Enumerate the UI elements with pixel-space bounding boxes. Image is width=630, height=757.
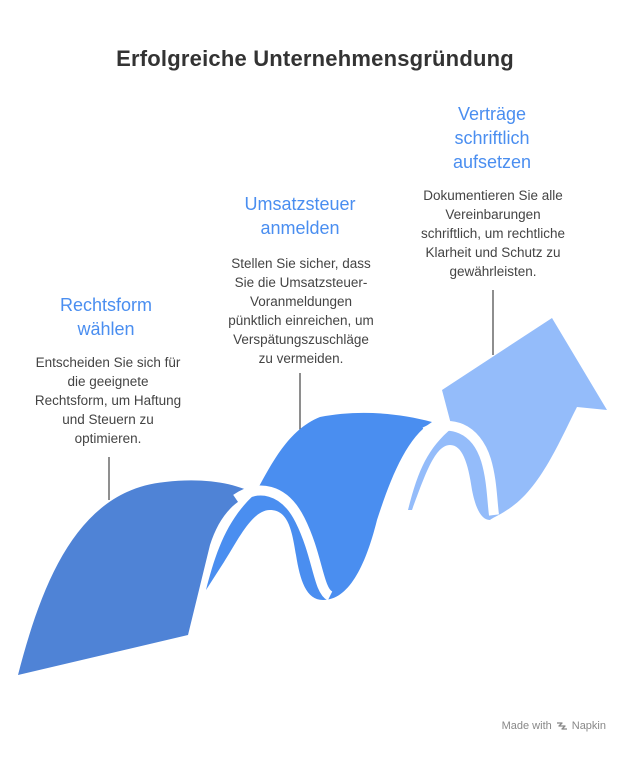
- arrow-segment-1: [18, 480, 255, 675]
- napkin-logo-icon: [556, 720, 568, 732]
- arrow-segment-3: [408, 318, 607, 520]
- made-with-napkin-badge[interactable]: [502, 720, 606, 732]
- step-2-description: Stellen Sie sicher, dass Sie die Umsatzsteuer- Voranmeldungen pünktlich einreichen, um Verspätungszuschläge zu vermeiden.: [228, 256, 374, 366]
- step-1-title: Rechtsform wählen: [59, 295, 153, 339]
- step-3-description: Dokumentieren Sie alle Vereinbarungen schriftlich, um rechtliche Klarheit und Schutz zu gewährleisten.: [420, 188, 566, 279]
- step-1-description: Entscheiden Sie sich für die geeignete Rechtsform, um Haftung und Steuern zu optimieren.: [34, 355, 182, 446]
- made-with-label: Made with: [501, 720, 552, 732]
- page-title: Erfolgreiche Unternehmensgründung: [116, 46, 514, 71]
- napkin-brand-label: Napkin: [571, 720, 606, 732]
- step-3-title: Verträge schriftlich aufsetzen: [452, 104, 532, 172]
- step-2-title: Umsatzsteuer anmelden: [244, 194, 356, 238]
